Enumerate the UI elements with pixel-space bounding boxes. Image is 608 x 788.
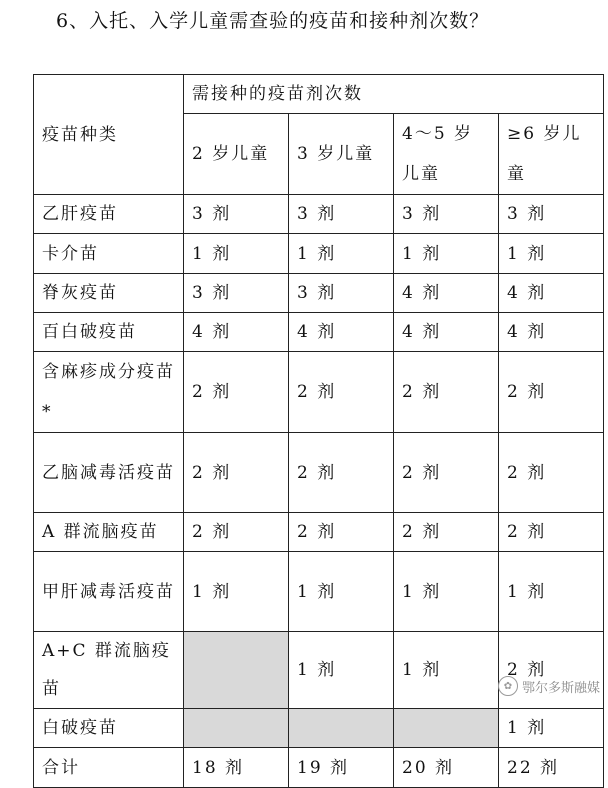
vaccine-name: 白破疫苗 [34, 709, 184, 748]
dose-cell: 2 剂 [394, 513, 499, 552]
watermark-text: 鄂尔多斯融媒 [521, 680, 600, 696]
dose-cell: 3 剂 [184, 195, 289, 234]
dose-cell: 1 剂 [289, 234, 394, 274]
total-cell: 19 剂 [289, 748, 394, 788]
total-label: 合计 [34, 748, 184, 788]
vaccine-name: 百白破疫苗 [34, 313, 184, 352]
dose-cell: 2 剂 [394, 433, 499, 513]
watermark [498, 676, 600, 696]
dose-cell: 2 剂 [289, 352, 394, 433]
vaccine-name: 脊灰疫苗 [34, 274, 184, 313]
empty-dose-cell [184, 709, 289, 748]
dose-cell: 4 剂 [499, 274, 604, 313]
vaccine-type-header [34, 75, 184, 195]
dose-cell: 1 剂 [184, 552, 289, 632]
age-col-header: 3 岁儿童 [289, 114, 394, 195]
dose-cell: 4 剂 [394, 313, 499, 352]
vaccine-type-header-label: 疫苗种类 [42, 124, 118, 145]
dose-cell: 2 剂 [289, 433, 394, 513]
page-title: 6、入托、入学儿童需查验的疫苗和接种剂次数？ [56, 10, 490, 32]
dose-cell: 3 剂 [394, 195, 499, 234]
vaccine-name: 甲肝减毒活疫苗 [34, 552, 184, 632]
total-cell: 22 剂 [499, 748, 604, 788]
vaccine-name: A 群流脑疫苗 [34, 513, 184, 552]
dose-cell: 4 剂 [184, 313, 289, 352]
dose-cell: 2 剂 [499, 433, 604, 513]
dose-cell: 1 剂 [499, 552, 604, 632]
dose-cell: 1 剂 [499, 234, 604, 274]
total-cell: 18 剂 [184, 748, 289, 788]
empty-dose-cell [394, 709, 499, 748]
age-col-header: 2 岁儿童 [184, 114, 289, 195]
dose-cell: 2 剂 [289, 513, 394, 552]
dose-cell: 2 剂 [499, 513, 604, 552]
dose-cell: 4 剂 [499, 313, 604, 352]
dose-cell: 2 剂 [184, 513, 289, 552]
vaccine-name: 乙肝疫苗 [34, 195, 184, 234]
dose-cell: 1 剂 [499, 709, 604, 748]
wechat-channel-icon: ✿ [498, 676, 518, 696]
dose-cell: 4 剂 [394, 274, 499, 313]
empty-dose-cell [184, 632, 289, 709]
age-col-header: 4～5 岁儿童 [394, 114, 499, 195]
dose-cell: 2 剂 [184, 433, 289, 513]
dose-cell: 4 剂 [289, 313, 394, 352]
dose-cell: 3 剂 [289, 274, 394, 313]
vaccine-name: 含麻疹成分疫苗* [34, 352, 184, 433]
vaccine-name: A+C 群流脑疫苗 [34, 632, 184, 709]
dose-cell: 1 剂 [289, 632, 394, 709]
dose-cell: 3 剂 [499, 195, 604, 234]
vaccine-name: 卡介苗 [34, 234, 184, 274]
age-col-header: ≥6 岁儿童 [499, 114, 604, 195]
dose-cell: 1 剂 [289, 552, 394, 632]
vaccine-name: 乙脑减毒活疫苗 [34, 433, 184, 513]
dose-cell: 2 剂 [184, 352, 289, 433]
dose-cell: 1 剂 [394, 552, 499, 632]
dose-cell: 3 剂 [184, 274, 289, 313]
dose-cell: 2 剂 [394, 352, 499, 433]
empty-dose-cell [289, 709, 394, 748]
dose-cell: 1 剂 [394, 632, 499, 709]
dose-cell: 1 剂 [184, 234, 289, 274]
dose-cell: 3 剂 [289, 195, 394, 234]
dose-cell: 2 剂 [499, 352, 604, 433]
dose-group-header: 需接种的疫苗剂次数 [184, 75, 604, 114]
dose-cell: 2 剂 [499, 632, 604, 709]
dose-cell: 1 剂 [394, 234, 499, 274]
total-cell: 20 剂 [394, 748, 499, 788]
